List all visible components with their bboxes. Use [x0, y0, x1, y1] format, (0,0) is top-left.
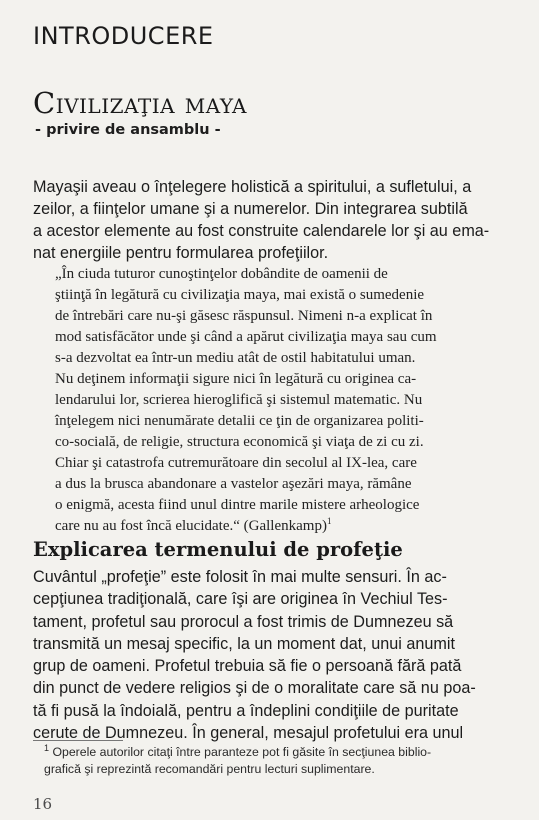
intro-line: zeilor, a fiinţelor umane şi a numerelor. Din integrarea subtilă — [33, 200, 468, 218]
intro-line: Mayaşii aveau o înţelegere holistică a spiritului, a sufletului, a — [33, 178, 472, 196]
intro-paragraph — [33, 176, 527, 264]
footnote — [44, 744, 512, 778]
section-paragraph — [33, 566, 527, 744]
intro-line: a acestor elemente au fost construite calendarele lor şi au ema- — [33, 222, 490, 240]
block-quote — [55, 264, 515, 537]
paragraph-line: Cuvântul „profeţie” este folosit în mai multe sensuri. În ac- — [33, 568, 447, 586]
quote-line: ştiinţă în legătură cu civilizaţia maya, mai există o sumedenie — [55, 287, 425, 303]
section-header: INTRODUCERE — [33, 22, 214, 50]
paragraph-line: grup de oameni. Profetul trebuia să fie o persoană fără pată — [33, 657, 462, 676]
quote-line: de întrebări care nu-şi găsesc răspunsul. Nimeni n-a explicat în — [55, 308, 433, 324]
quote-line: s-a dezvoltat ea într-un mediu atât de ostil habitatului uman. — [55, 350, 416, 366]
quote-line: o enigmă, acesta fiind unul dintre marile mistere arheologice — [55, 497, 420, 513]
quote-line: care nu au fost încă elucidate.“ (Gallenkamp) — [55, 518, 327, 534]
chapter-title: Civilizaţia maya — [33, 86, 247, 120]
page-number: 16 — [33, 795, 53, 813]
quote-line: „În ciuda tuturor cunoştinţelor dobândite de oamenii de — [55, 266, 388, 282]
paragraph-line: cepţiunea tradiţională, care îşi are originea în Vechiul Tes- — [33, 590, 448, 609]
footnote-line: grafică şi reprezintă recomandări pentru lecturi suplimentare. — [44, 762, 375, 776]
quote-line: mod satisfăcător unde şi când a apărut civilizaţia maya sau cum — [55, 329, 437, 345]
quote-last-line — [55, 516, 515, 537]
paragraph-line: cerute de Dumnezeu. În general, mesajul profetului era unul — [33, 724, 464, 743]
footnote-line: Operele autorilor citaţi între paranteze pot fi găsite în secţiunea biblio- — [52, 745, 432, 759]
footnote-reference[interactable]: 1 — [326, 516, 332, 526]
section-heading: Explicarea termenului de profeţie — [33, 538, 403, 561]
quote-line: lendarului lor, scrierea hieroglifică şi sistemul matematic. Nu — [55, 392, 423, 408]
footnote-first-line — [44, 744, 512, 761]
paragraph-line: din punct de vedere religios şi de o moralitate care să nu poa- — [33, 679, 476, 698]
quote-line: co-socială, de religie, structura economică şi viaţa de zi cu zi. — [55, 434, 424, 450]
chapter-subtitle: - privire de ansamblu - — [35, 122, 221, 138]
quote-line: Nu deţinem informaţii sigure nici în legătură cu originea ca- — [55, 371, 417, 387]
quote-line: a dus la brusca abandonare a vastelor aşezări maya, rămâne — [55, 476, 412, 492]
quote-line: Chiar şi catastrofa cutremurătoare din secolul al IX-lea, care — [55, 455, 417, 471]
quote-line: înţelegem nici nenumărate detalii ce ţin de organizarea politi- — [55, 413, 424, 429]
footnote-divider — [33, 740, 123, 741]
paragraph-line: transmită un mesaj specific, la un moment dat, unui anumit — [33, 634, 455, 653]
paragraph-line: tament, profetul sau prorocul a fost trimis de Dumnezeu să — [33, 612, 454, 631]
intro-line: nat energiile pentru formularea profeţiilor. — [33, 244, 329, 262]
paragraph-line: tă fi pusă la îndoială, pentru a îndeplini condiţiile de puritate — [33, 701, 459, 720]
footnote-marker: 1 — [44, 742, 50, 753]
